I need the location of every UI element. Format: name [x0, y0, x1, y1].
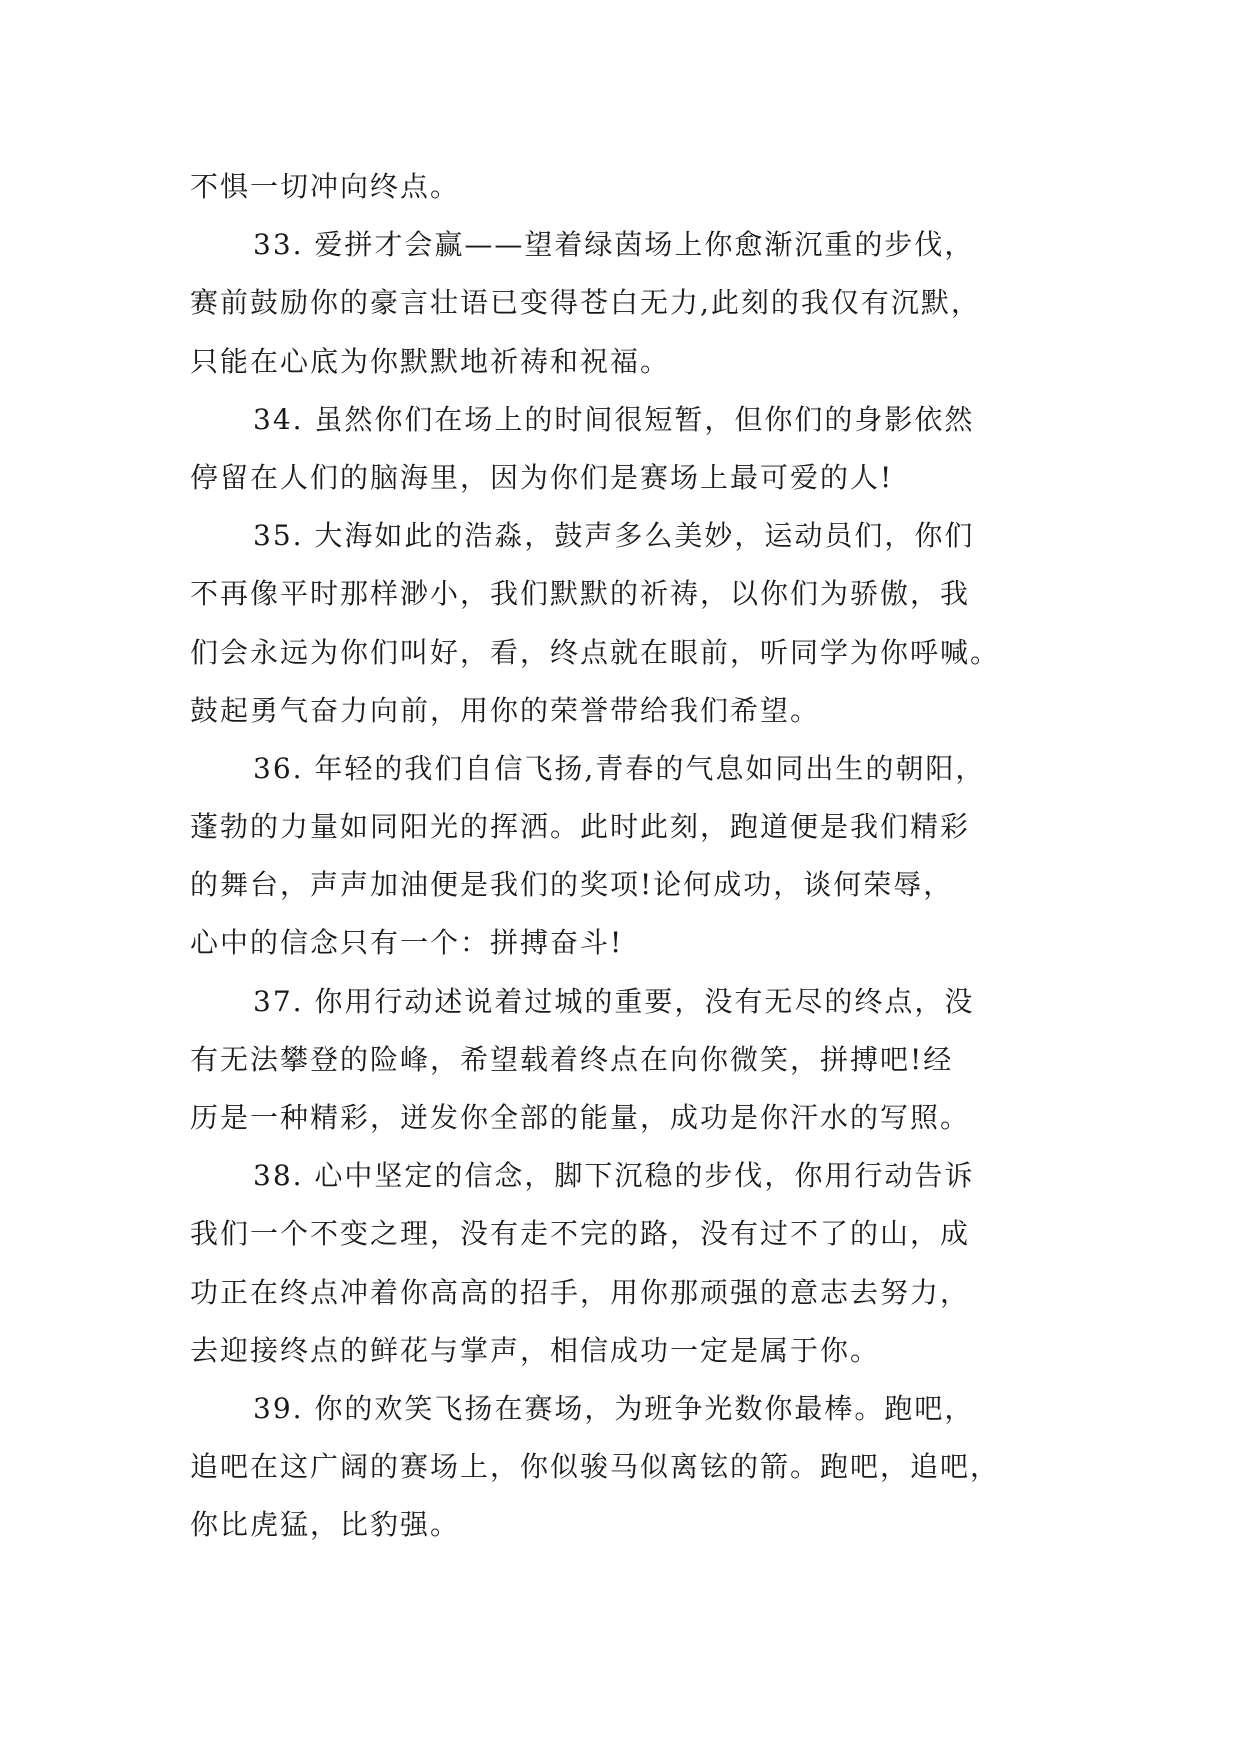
text-line: 停留在人们的脑海里，因为你们是赛场上最可爱的人!	[190, 460, 894, 494]
text-line: 心中的信念只有一个：拼搏奋斗!	[190, 926, 624, 960]
text-line: 蓬勃的力量如同阳光的挥洒。此时此刻，跑道便是我们精彩	[190, 810, 971, 844]
text-line: 不惧一切冲向终点。	[190, 170, 461, 203]
text-line: 历是一种精彩，迸发你全部的能量，成功是你汗水的写照。	[190, 1101, 971, 1134]
text-line: 只能在心底为你默默地祈祷和祝福。	[190, 344, 671, 378]
text-line: 们会永远为你们叫好，看，终点就在眼前，听同学为你呼喊。	[190, 635, 1001, 669]
text-line: 不再像平时那样渺小，我们默默的祈祷，以你们为骄傲，我	[190, 577, 971, 611]
paragraph-39-start: 39. 你的欢笑飞扬在赛场，为班争光数你最棒。跑吧，	[253, 1391, 975, 1425]
paragraph-33-start: 33. 爱拼才会赢——望着绿茵场上你愈渐沉重的步伐，	[253, 228, 975, 262]
paragraph-36-start: 36. 年轻的我们自信飞扬,青春的气息如同出生的朝阳，	[253, 751, 986, 785]
text-line: 功正在终点冲着你高高的招手，用你那顽强的意志去努力，	[190, 1275, 971, 1309]
paragraph-35-start: 35. 大海如此的浩淼，鼓声多么美妙，运动员们，你们	[253, 519, 975, 553]
text-line: 有无法攀登的险峰，希望载着终点在向你微笑，拼搏吧!经	[190, 1042, 954, 1076]
paragraph-38-start: 38. 心中坚定的信念，脚下沉稳的步伐，你用行动告诉	[253, 1159, 975, 1193]
text-line: 去迎接终点的鲜花与掌声，相信成功一定是属于你。	[190, 1333, 881, 1367]
text-line: 你比虎猛，比豹强。	[190, 1508, 461, 1542]
text-line: 我们一个不变之理，没有走不完的路，没有过不了的山，成	[190, 1217, 971, 1251]
text-line: 的舞台，声声加油便是我们的奖项!论何成功，谈何荣辱，	[190, 868, 954, 902]
text-line: 追吧在这广阔的赛场上，你似骏马似离铉的箭。跑吧，追吧，	[190, 1450, 1001, 1484]
paragraph-34-start: 34. 虽然你们在场上的时间很短暂，但你们的身影依然	[253, 402, 975, 436]
paragraph-37-start: 37. 你用行动述说着过城的重要，没有无尽的终点，没	[253, 984, 975, 1018]
text-line: 鼓起勇气奋力向前，用你的荣誉带给我们希望。	[190, 693, 821, 727]
body-text	[190, 158, 1090, 1555]
text-line: 赛前鼓励你的豪言壮语已变得苍白无力,此刻的我仅有沉默，	[190, 286, 981, 320]
